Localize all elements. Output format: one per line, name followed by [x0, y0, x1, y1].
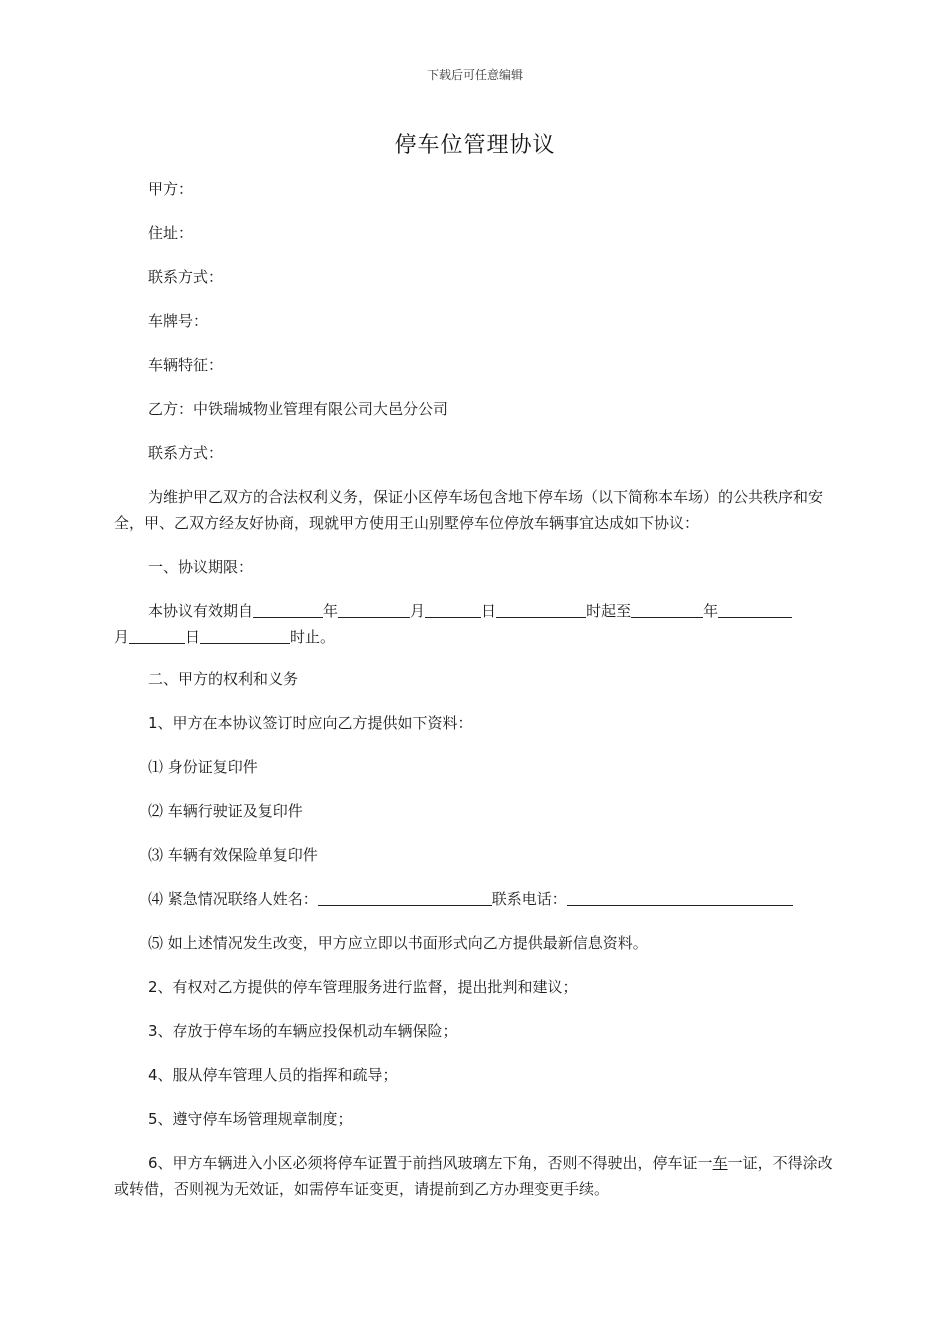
section2-sub5: ⑸ 如上述情况发生改变，甲方应立即以书面形式向乙方提供最新信息资料。	[148, 934, 648, 952]
term-year-label: 年	[323, 602, 339, 620]
party-a-contact-label: 联系方式：	[148, 268, 224, 286]
start-day-blank[interactable]	[425, 602, 481, 618]
term-end-year-label: 年	[703, 602, 719, 620]
intro-paragraph: 为维护甲乙双方的合法权利义务，保证小区停车场包含地下停车场（以下简称本车场）的公共秩序和安全，甲、乙双方经友好协商，现就甲方使用王山别墅停车位停放车辆事宜达成如下协议：	[114, 488, 824, 532]
party-b-contact-label: 联系方式：	[148, 444, 224, 462]
section2-item3: 3、存放于停车场的车辆应投保机动车辆保险；	[148, 1022, 458, 1040]
term-line-1	[148, 600, 792, 621]
emergency-contact-label: ⑷ 紧急情况联络人姓名：	[148, 890, 318, 908]
party-a-address-label: 住址：	[148, 224, 194, 242]
party-a-label: 甲方：	[148, 180, 194, 198]
header-note: 下载后可任意编辑	[426, 68, 523, 82]
term-hour-to: 时止。	[290, 628, 336, 646]
section2-heading: 二、甲方的权利和义务	[148, 670, 299, 688]
end-hour-blank[interactable]	[200, 628, 290, 644]
document-title: 停车位管理协议	[394, 133, 556, 158]
term-end-month-label: 月	[114, 628, 130, 646]
term-line-2	[114, 626, 335, 647]
section2-sub3: ⑶ 车辆有效保险单复印件	[148, 846, 318, 864]
party-b-line: 乙方：中铁瑞城物业管理有限公司大邑分公司	[148, 400, 449, 418]
emergency-phone-blank[interactable]	[567, 890, 793, 906]
term-end-day-label: 日	[185, 628, 201, 646]
term-month-label: 月	[410, 602, 426, 620]
start-hour-blank[interactable]	[496, 602, 586, 618]
item6-underlined: 车	[712, 1154, 728, 1172]
section2-item4: 4、服从停车管理人员的指挥和疏导；	[148, 1066, 398, 1084]
section2-item2: 2、有权对乙方提供的停车管理服务进行监督，提出批判和建议；	[148, 978, 578, 996]
section2-sub2: ⑵ 车辆行驶证及复印件	[148, 802, 303, 820]
end-year-blank[interactable]	[631, 602, 703, 618]
party-a-plate-label: 车牌号：	[148, 312, 209, 330]
end-day-blank[interactable]	[129, 628, 185, 644]
section1-heading: 一、协议期限：	[148, 558, 254, 576]
section2-sub4	[148, 888, 793, 909]
section2-item1: 1、甲方在本协议签订时应向乙方提供如下资料：	[148, 714, 473, 732]
section2-item5: 5、遵守停车场管理规章制度；	[148, 1110, 353, 1128]
emergency-phone-label: 联系电话：	[491, 890, 567, 908]
term-day-label: 日	[481, 602, 497, 620]
item6-part-a: 6、甲方车辆进入小区必须将停车证置于前挡风玻璃左下角，否则不得驶出，停车证一	[148, 1154, 713, 1172]
start-year-blank[interactable]	[253, 602, 323, 618]
item6-part-b: 一证，不得涂改或转借，否则视为无效证，如需停车证变更，请提前到乙方办理变更手续。	[114, 1154, 833, 1198]
party-a-vehicle-features-label: 车辆特征：	[148, 356, 224, 374]
term-prefix: 本协议有效期自	[148, 602, 254, 620]
start-month-blank[interactable]	[338, 602, 410, 618]
end-month-blank[interactable]	[718, 602, 792, 618]
term-hour-from: 时起至	[586, 602, 632, 620]
section2-item6	[114, 1150, 838, 1202]
section2-sub1: ⑴ 身份证复印件	[148, 758, 258, 776]
emergency-contact-name-blank[interactable]	[318, 890, 492, 906]
